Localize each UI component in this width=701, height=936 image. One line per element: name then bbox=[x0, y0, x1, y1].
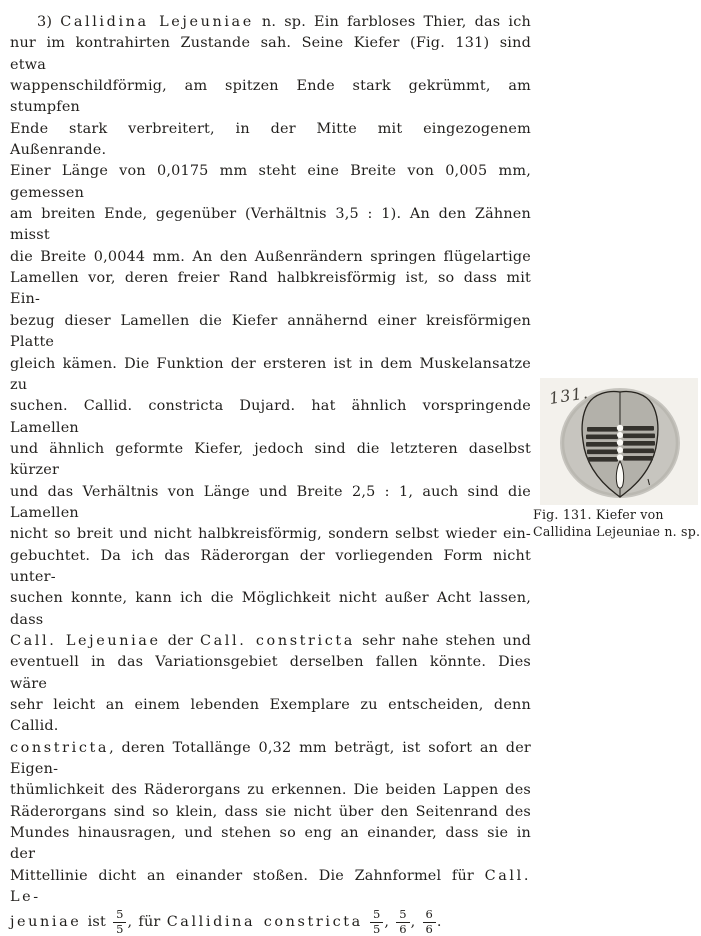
text-line bbox=[10, 823, 531, 866]
body-text-column bbox=[10, 12, 531, 936]
text-run: die Breite 0,0044 mm. An den Außenrändern springen flügelartige bbox=[10, 248, 531, 265]
text-run: n. sp. Ein farbloses Thier, das ich bbox=[253, 14, 531, 30]
text-run: Einer Länge von 0,0175 mm steht eine Breite von 0,005 mm, gemessen bbox=[10, 163, 531, 201]
text-run: gebuchtet. Da ich das Räderorgan der vorliegenden Form nicht unter- bbox=[10, 547, 531, 585]
text-line bbox=[10, 439, 531, 482]
text-line bbox=[10, 482, 531, 525]
text-line bbox=[10, 76, 531, 119]
text-line bbox=[10, 311, 531, 354]
tooth-bar bbox=[587, 427, 618, 432]
fraction-denominator: 5 bbox=[372, 922, 381, 936]
text-run: thümlichkeit des Räderorgans zu erkennen. Die beiden Lappen des bbox=[10, 782, 531, 799]
fraction-numerator: 6 bbox=[423, 908, 436, 922]
fraction-numerator: 5 bbox=[113, 908, 126, 922]
text-run: nicht so breit und nicht halbkreisförmig, sondern selbst wieder ein- bbox=[10, 526, 531, 543]
tooth-formula-fraction bbox=[396, 908, 409, 936]
tooth-bar bbox=[588, 457, 618, 462]
text-line bbox=[10, 738, 531, 781]
text-run: , deren Totallänge 0,32 mm beträgt, ist sofort an der Eigen- bbox=[10, 739, 531, 778]
text-run: , für bbox=[127, 914, 167, 931]
text-run: am breiten Ende, gegenüber (Verhältnis 3,5 : 1). An den Zähnen misst bbox=[10, 206, 531, 244]
text-line bbox=[10, 908, 531, 936]
text-line bbox=[10, 161, 531, 204]
text-run: Ende stark verbreitert, in der Mitte mit eingezogenem Außenrande. bbox=[10, 120, 531, 159]
text-run: und das Verhältnis von Länge und Breite 2,5 : 1, auch sind die Lamellen bbox=[10, 483, 531, 521]
text-run: nur im kontrahirten Zustande sah. Seine Kiefer (Fig. 131) sind etwa bbox=[10, 35, 531, 73]
text-line bbox=[10, 247, 531, 268]
text-line bbox=[10, 866, 531, 909]
text-run: sehr leicht an einem lebenden Exemplare zu entscheiden, denn Callid. bbox=[10, 697, 531, 735]
median-gap-beads bbox=[617, 425, 623, 461]
figure-caption-line1: Fig. 131. Kiefer von bbox=[533, 507, 664, 522]
text-run: wappenschildförmig, am spitzen Ende stark gekrümmt, am stumpfen bbox=[10, 78, 531, 116]
fraction-numerator: 5 bbox=[396, 908, 409, 922]
text-run: eventuell in das Variationsgebiet derselben fallen könnte. Dies wäre bbox=[10, 654, 531, 692]
fraction-denominator: 6 bbox=[399, 922, 407, 936]
letterspaced-taxon-name: Call. Le- bbox=[10, 867, 531, 906]
text-run: , bbox=[410, 914, 422, 931]
text-run: der bbox=[160, 632, 201, 649]
text-run: bezug dieser Lamellen die Kiefer annähernd einer kreisförmigen Platte bbox=[10, 312, 531, 351]
text-line bbox=[10, 204, 531, 247]
text-line bbox=[10, 354, 531, 397]
text-run: , bbox=[384, 914, 396, 931]
figure-number-label: 131. bbox=[547, 383, 590, 408]
tooth-formula-fraction bbox=[113, 908, 126, 936]
text-line bbox=[10, 268, 531, 311]
text-run: gleich kämen. Die Funktion der ersteren ist in dem Muskelansatze zu bbox=[10, 355, 531, 393]
letterspaced-taxon-name: Call. Lejeuniae bbox=[10, 632, 161, 649]
tooth-bar bbox=[586, 435, 618, 440]
text-line bbox=[10, 631, 531, 652]
fraction-denominator: 5 bbox=[116, 922, 124, 936]
text-run: Mittellinie dicht an einander stoßen. Die Zahnformel für bbox=[10, 867, 485, 884]
text-line bbox=[10, 524, 531, 545]
text-run: . bbox=[436, 914, 442, 931]
letterspaced-taxon-name: Call. constricta bbox=[200, 632, 355, 649]
tooth-bar bbox=[586, 442, 618, 447]
gap-bead bbox=[617, 447, 623, 453]
text-run bbox=[363, 914, 369, 930]
text-run: 3) bbox=[37, 14, 61, 30]
gap-bead bbox=[617, 454, 623, 460]
text-run: suchen. Callid. constricta Dujard. hat ähnlich vorspringende Lamellen bbox=[10, 398, 531, 436]
text-line bbox=[10, 695, 531, 738]
tooth-bar bbox=[623, 426, 654, 431]
text-run: ist bbox=[81, 914, 113, 931]
text-run: Lamellen vor, deren freier Rand halbkreisförmig ist, so dass mit Ein- bbox=[10, 270, 531, 308]
text-line bbox=[10, 33, 531, 76]
fraction-denominator: 6 bbox=[425, 922, 433, 936]
letterspaced-taxon-name: constricta bbox=[10, 739, 110, 756]
tooth-formula-fraction bbox=[370, 908, 383, 936]
letterspaced-taxon-name: Callidina constricta bbox=[166, 914, 363, 931]
tooth-bar bbox=[623, 456, 653, 461]
tooth-formula-fraction bbox=[423, 908, 436, 936]
text-line bbox=[10, 546, 531, 589]
figure-caption-line2: Callidina Lejeuniae n. sp. bbox=[533, 523, 701, 539]
text-run: Räderorgans sind so klein, dass sie nicht über den Seitenrand des bbox=[10, 803, 531, 820]
text-line bbox=[10, 652, 531, 695]
gap-bead bbox=[617, 439, 623, 445]
tooth-bar bbox=[623, 441, 655, 446]
text-line bbox=[10, 12, 531, 33]
gap-bead bbox=[617, 425, 623, 431]
tooth-bar bbox=[587, 450, 618, 455]
text-line bbox=[10, 396, 531, 439]
letterspaced-taxon-name: jeuniae bbox=[10, 914, 82, 931]
text-line bbox=[10, 780, 531, 801]
gap-bead bbox=[617, 432, 623, 438]
text-run: und ähnlich geformte Kiefer, jedoch sind die letzteren daselbst kürzer bbox=[10, 440, 531, 479]
text-line bbox=[10, 119, 531, 162]
fraction-numerator: 5 bbox=[370, 908, 383, 922]
letterspaced-taxon-name: Callidina Lejeuniae bbox=[60, 14, 254, 30]
text-run: sehr nahe stehen und bbox=[354, 632, 531, 649]
figure-caption bbox=[533, 507, 701, 540]
text-line bbox=[10, 802, 531, 823]
text-line bbox=[10, 588, 531, 631]
text-run: suchen konnte, kann ich die Möglichkeit nicht außer Acht lassen, dass bbox=[10, 590, 531, 628]
text-run: Mundes hinausragen, und stehen so eng an einander, dass sie in der bbox=[10, 825, 531, 863]
tooth-bar bbox=[623, 434, 655, 439]
tooth-bar bbox=[623, 449, 654, 454]
